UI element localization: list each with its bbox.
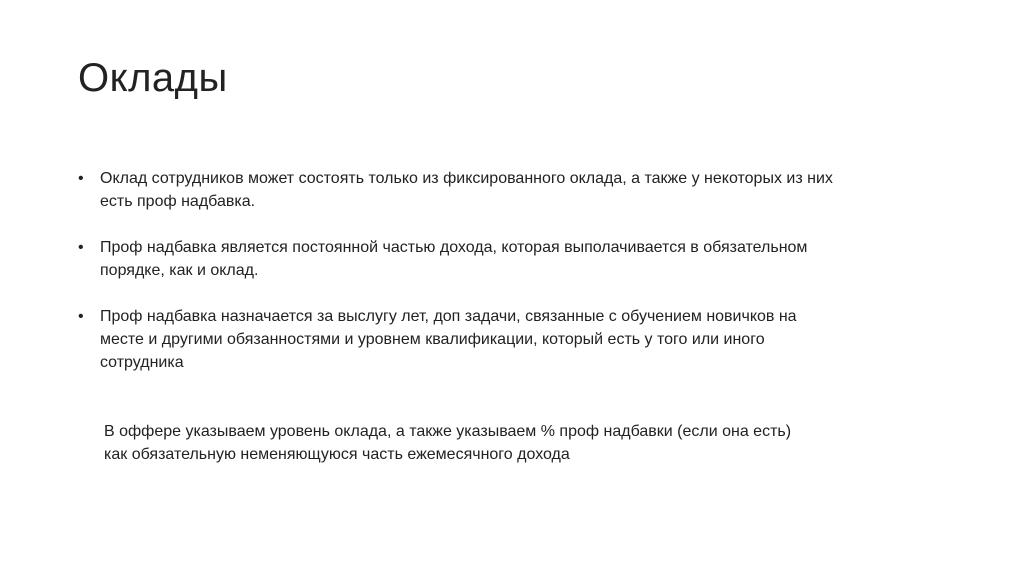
bullet-dot-icon: • — [78, 170, 84, 187]
bullet-text: Оклад сотрудников может состоять только из фиксированного оклада, а также у некоторых из них есть проф надбавка. — [100, 170, 833, 210]
bullet-dot-icon: • — [78, 308, 84, 325]
bullet-item-permanent-part — [78, 236, 838, 282]
bullet-item-fixed-salary — [78, 167, 838, 213]
bullet-text: Проф надбавка является постоянной частью дохода, которая выполачивается в обязательном порядке, как и оклад. — [100, 239, 808, 279]
offer-note: В оффере указываем уровень оклада, а также указываем % проф надбавки (если она есть) как обязательную неменяющуюся часть ежемесячного дохода — [104, 423, 792, 463]
bullet-text: Проф надбавка назначается за выслугу лет, доп задачи, связанные с обучением новичков на месте и другими обязанностями и уровнем квалификации, который есть у того или иного сотрудника — [100, 308, 797, 371]
bullet-list — [78, 167, 838, 397]
bullet-item-assignment-criteria — [78, 305, 838, 374]
bullet-dot-icon: • — [78, 239, 84, 256]
slide-title: Оклады — [78, 56, 228, 100]
